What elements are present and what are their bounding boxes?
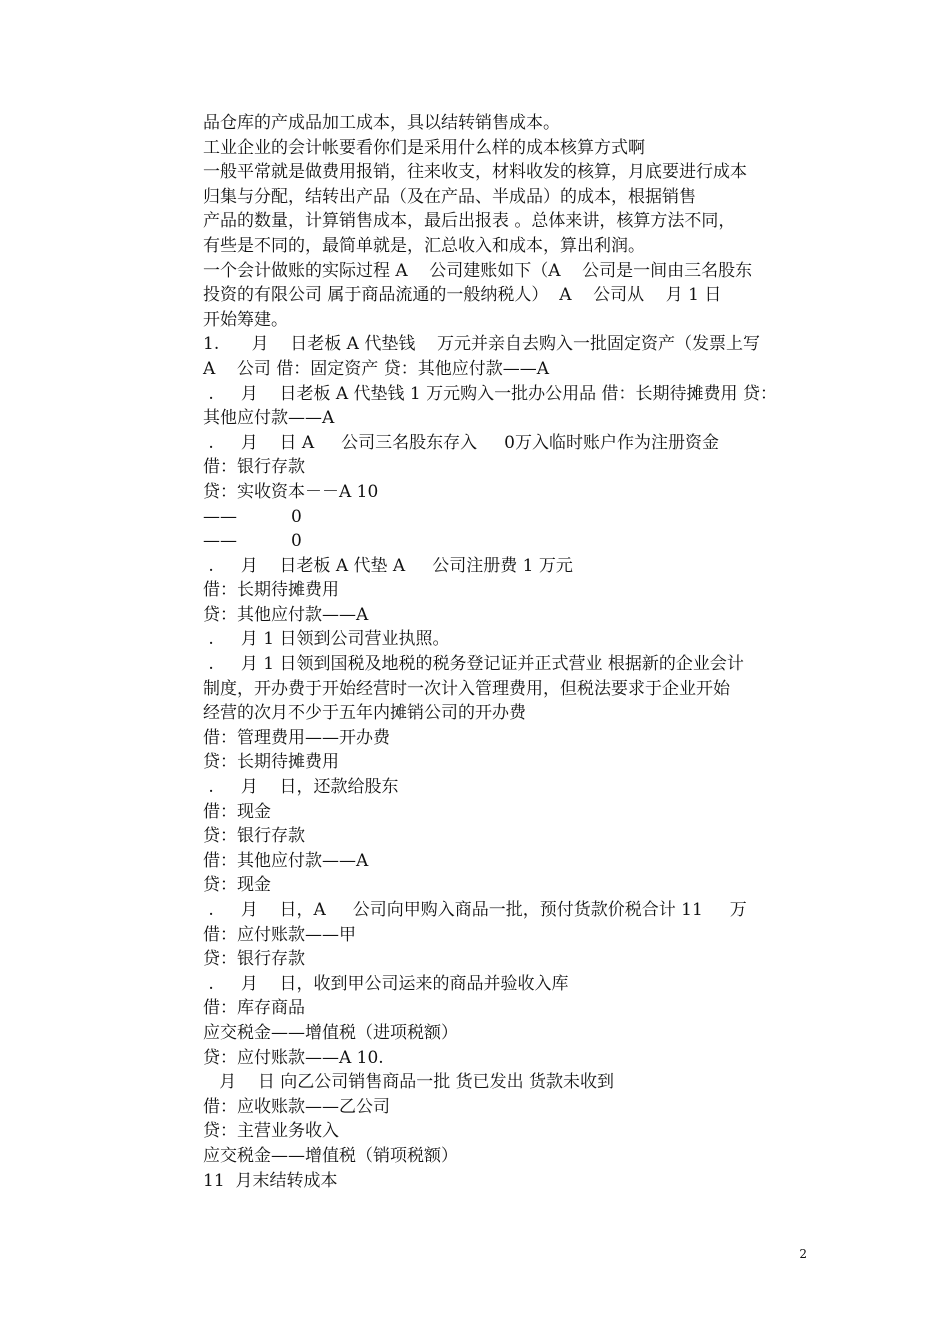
text-line: 贷：主营业务收入 bbox=[203, 1121, 339, 1142]
text-line: —— 0 bbox=[203, 531, 302, 552]
text-line: . 月 日老板 A 代垫钱 1 万元购入一批办公用品 借：长期待摊费用 贷： bbox=[203, 383, 777, 404]
text-line: . 月 1 日领到国税及地税的税务登记证并正式营业 根据新的企业会计 bbox=[203, 654, 744, 675]
text-line: 制度，开办费于开始经营时一次计入管理费用，但税法要求于企业开始 bbox=[203, 678, 730, 699]
text-line: 借：应付账款——甲 bbox=[203, 924, 356, 945]
text-line: 贷：银行存款 bbox=[203, 826, 305, 847]
text-line: 月 日 向乙公司销售商品一批 货已发出 货款未收到 bbox=[203, 1072, 615, 1093]
text-line: 贷：现金 bbox=[203, 875, 271, 896]
text-line: 借：现金 bbox=[203, 801, 271, 822]
document-body bbox=[203, 111, 823, 1193]
text-line: 借：应收账款——乙公司 bbox=[203, 1096, 390, 1117]
text-line: 品仓库的产成品加工成本，具以结转销售成本。 bbox=[203, 113, 560, 133]
text-line: 经营的次月不少于五年内摊销公司的开办费 bbox=[203, 703, 526, 724]
text-line: 产品的数量，计算销售成本，最后出报表 。总体来讲，核算方法不同， bbox=[203, 211, 736, 232]
text-line: —— 0 bbox=[203, 506, 302, 527]
text-line: . 月 日，收到甲公司运来的商品并验收入库 bbox=[203, 973, 569, 994]
text-line: 归集与分配，结转出产品（及在产品、半成品）的成本，根据销售 bbox=[203, 186, 696, 207]
text-line: . 月 1 日领到公司营业执照。 bbox=[203, 629, 450, 650]
text-line: 有些是不同的，最简单就是，汇总收入和成本，算出利润。 bbox=[203, 235, 645, 256]
text-line: 借：库存商品 bbox=[203, 998, 305, 1019]
text-line: 应交税金——增值税（进项税额） bbox=[203, 1022, 458, 1043]
text-line: 借：其他应付款——A bbox=[203, 850, 369, 871]
text-line: 其他应付款——A bbox=[203, 408, 335, 429]
text-line: 借：长期待摊费用 bbox=[203, 580, 339, 601]
text-line: 1. 月 日老板 A 代垫钱 万元并亲自去购入一批固定资产（发票上写 bbox=[203, 334, 760, 355]
text-line: A 公司 借：固定资产 贷：其他应付款——A bbox=[203, 358, 549, 379]
text-line: 借：管理费用——开办费 bbox=[203, 727, 390, 748]
text-line: 开始筹建。 bbox=[203, 309, 288, 330]
text-line: . 月 日，还款给股东 bbox=[203, 777, 399, 798]
text-line: 11 月末结转成本 bbox=[203, 1170, 338, 1191]
text-line: 投资的有限公司 属于商品流通的一般纳税人） A 公司从 月 1 日 bbox=[203, 285, 722, 306]
text-line: 贷：长期待摊费用 bbox=[203, 752, 339, 773]
text-line: 一个会计做账的实际过程 A 公司建账如下（A 公司是一间由三名股东 bbox=[203, 260, 753, 281]
text-line: . 月 日老板 A 代垫 A 公司注册费 1 万元 bbox=[203, 555, 573, 576]
text-line: 一般平常就是做费用报销，往来收支，材料收发的核算，月底要进行成本 bbox=[203, 162, 747, 183]
text-line: 贷：应付账款——A 10. bbox=[203, 1047, 384, 1068]
text-line: 应交税金——增值税（销项税额） bbox=[203, 1145, 458, 1166]
page-number: 2 bbox=[799, 1247, 807, 1261]
text-line: . 月 日 A 公司三名股东存入 0万入临时账户作为注册资金 bbox=[203, 432, 719, 453]
text-line: 贷：实收资本－－A 10 bbox=[203, 481, 379, 502]
text-line: 借：银行存款 bbox=[203, 457, 305, 478]
text-line: 贷：其他应付款——A bbox=[203, 604, 369, 625]
text-line: . 月 日，A 公司向甲购入商品一批，预付货款价税合计 11 万 bbox=[203, 900, 747, 920]
text-line: 工业企业的会计帐要看你们是采用什么样的成本核算方式啊 bbox=[203, 137, 645, 158]
text-line: 贷：银行存款 bbox=[203, 949, 305, 970]
